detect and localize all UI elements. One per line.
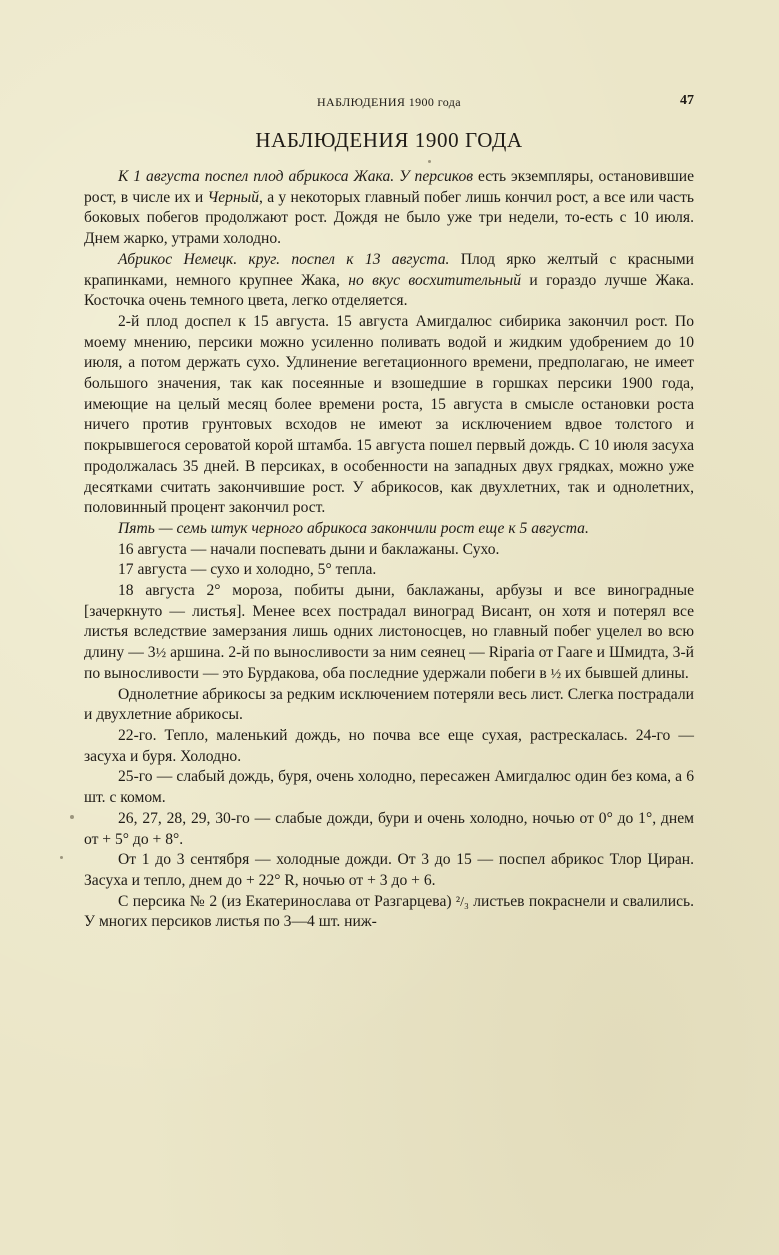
text-run: листьев покраснели и свалились. У многих персиков листья по 3—4 шт. ниж- xyxy=(84,892,694,931)
paragraph-10: 25-го — слабый дождь, буря, очень холодно, пересажен Амигдалюс один без кома, а 6 шт. с комом. xyxy=(84,768,694,807)
text-run: Плод ярко желтый с красными крапинками, немного крупнее Жака, xyxy=(84,250,694,289)
fraction: ½ xyxy=(155,645,167,662)
paper-blemish xyxy=(60,856,63,859)
paragraph-9: 22-го. Тепло, маленький дождь, но почва все еще сухая, растрескалась. 24-го — засуха и буря. Холодно. xyxy=(84,726,694,765)
fraction: ²/₃ xyxy=(455,893,469,910)
text-run: аршина. 2-й по выносливости за ним сеянец — Riparia от Гааге и Шмидта, 3-й по выносливости — это Бурдакова, оба последние удержали побеги в xyxy=(84,644,694,682)
italic-phrase: К 1 августа поспел плод абрикоса Жака. У персиков xyxy=(118,168,474,185)
text-run: , а у некоторых главный побег лишь кончил рост, а все или часть боковых побегов продолжают рост. Дождя не было уже три недели, то-есть с 10 июля. Днем жарко, утрами холодно. xyxy=(84,188,694,248)
paper-blemish xyxy=(428,160,431,163)
paragraph-4 xyxy=(84,519,694,540)
running-title: НАБЛЮДЕНИЯ 1900 года xyxy=(316,95,462,109)
fraction: ½ xyxy=(550,665,562,682)
paper-blemish xyxy=(70,815,74,819)
italic-phrase: Пять — семь штук черного абрикоса закончили рост еще к 5 августа. xyxy=(118,519,589,537)
text-run: их бывшей длины. xyxy=(561,664,689,682)
paragraph-8: Однолетние абрикосы за редким исключением потеряли весь лист. Слегка пострадали и двухлетние абрикосы. xyxy=(84,685,694,724)
text-run: есть экземпляры, остановившие рост, в числе их и xyxy=(84,168,694,206)
paragraph-3: 2-й плод доспел к 15 августа. 15 августа Амигдалюс сибирика закончил рост. По моему мнению, персики можно усиленно поливать водой и жидким удобрением до 10 июля, а потом держать сухо. Удлинение вегетационного времени, предполагаю, не имеет большого значения, так как посеянные и взошедшие в горшках персики 1900 года, имеющие на целый месяц более времени роста, 15 августа в смысле остановки роста ничего против грунтовых всходов не имеют за исключением вдвое толстого и покрывшегося сероватой корой штамба. 15 августа пошел первый дождь. С 10 июля засуха продолжалась 35 дней. В персиках, в особенности на западных двух грядках, можно уже десятками считать закончившие рост. У абрикосов, как двухлетних, так и однолетних, половинный процент закончил рост. xyxy=(84,312,694,517)
italic-phrase: Абрикос Немецк. круг. поспел к 13 августа. xyxy=(118,250,450,268)
chapter-title: НАБЛЮДЕНИЯ 1900 ГОДА xyxy=(255,128,523,152)
paragraph-6: 17 августа — сухо и холодно, 5° тепла. xyxy=(118,561,377,579)
text-run: С персика № 2 (из Екатеринослава от Разгарцева) xyxy=(118,892,456,910)
paragraph-1 xyxy=(84,167,694,250)
paragraph-7 xyxy=(84,581,694,685)
paragraph-5: 16 августа — начали поспевать дыни и баклажаны. Сухо. xyxy=(118,540,500,558)
paragraph-12: От 1 до 3 сентября — холодные дожди. От 3 до 15 — поспел абрикос Тлор Циран. Засуха и тепло, днем до + 22° R, ночью от + 3 до + 6. xyxy=(84,851,694,889)
text-run: 18 августа 2° мороза, побиты дыни, баклажаны, арбузы и все виноградные [зачеркнуто — листья]. Менее всех пострадал виноград Висант, он хотя и потерял все листья вследствие замерзания лишь одних листоносцев, но главный побег уцелел во всю длину — 3 xyxy=(84,582,694,662)
running-head xyxy=(84,93,694,113)
page-number: 47 xyxy=(680,93,694,108)
body-text xyxy=(84,167,694,933)
paragraph-11: 26, 27, 28, 29, 30-го — слабые дожди, бури и очень холодно, ночью от 0° до 1°, днем от + 5° до + 8°. xyxy=(84,809,694,848)
italic-phrase: Черный xyxy=(207,188,260,206)
paragraph-13 xyxy=(84,892,694,933)
paragraph-2 xyxy=(84,250,694,312)
text-run: и гораздо лучше Жака. Косточка очень темного цвета, легко отделяется. xyxy=(84,271,694,310)
italic-phrase: но вкус восхитительный xyxy=(348,271,522,289)
